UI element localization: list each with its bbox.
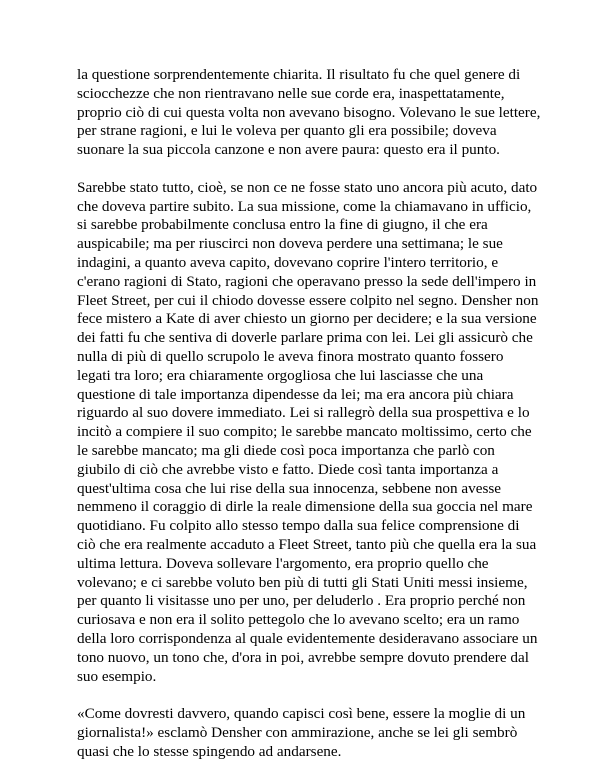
text-line: sciocchezze che non rientravano nelle sue corde era, inaspettatamente, [77,84,505,102]
text-line: per strane ragioni, e lui le voleva per quanto gli era possibile; doveva [77,122,497,140]
text-line: «Come dovresti davvero, quando capisci così bene, essere la moglie di un [77,705,526,723]
text-line: riguardo al suo dovere immediato. Lei si rallegrò della sua prospettiva e lo [77,404,530,422]
text-line: dei fatti fu che sentiva di doverle parlare prima con lei. Lei gli assicurò che [77,329,533,347]
text-line: suo esempio. [77,667,157,685]
text-line: indagini, a quanto aveva capito, dovevano coprire l'intero territorio, e [77,253,499,271]
text-line: che doveva partire subito. La sua missione, come la chiamavano in ufficio, [77,197,532,215]
text-line: nemmeno il coraggio di dirle la reale dimensione della sua goccia nel mare [77,498,533,516]
text-line: Sarebbe stato tutto, cioè, se non ce ne fosse stato uno ancora più acuto, dato [77,178,538,196]
text-line: quest'ultima cosa che lui rise della sua innocenza, sebbene non avesse [77,479,502,497]
document-page [77,66,541,780]
text-line: legati tra loro; era chiaramente orgogliosa che lui lasciasse che una [77,366,484,384]
text-line: fece mistero a Kate di aver chiesto un giorno per decidere; e la sua versione [77,310,537,328]
text-line: giornalista!» esclamò Densher con ammirazione, anche se lei gli sembrò [77,723,518,741]
text-line: auspicabile; ma per riuscirci non doveva perdere una settimana; le sue [77,235,503,253]
text-line: giubilo di ciò che avrebbe visto e fatto. Diede così tanta importanza a [77,460,499,478]
text-line: della loro corrispondenza al quale evidentemente desideravano associare un [77,629,538,647]
text-line: Fleet Street, per cui il chiodo dovesse essere colpito nel segno. Densher non [77,291,539,309]
text-line: questione di tale importanza dipendesse da lei; ma era ancora più chiara [77,385,514,403]
paragraph-1 [77,66,541,160]
text-line: le sarebbe mancato; ma gli diede così poca importanza che parlò con [77,441,495,459]
text-line: suonare la sua piccola canzone e non avere paura: questo era il punto. [77,141,500,159]
paragraph-3 [77,705,532,761]
text-line: nulla di più di quello scrupolo le aveva finora mostrato quanto fossero [77,347,504,365]
paragraph-2 [77,178,539,687]
text-line: volevano; e ci sarebbe voluto ben più di tutti gli Stati Uniti messi insieme, [77,573,528,591]
text-line: ultima lettura. Doveva sollevare l'argomento, era proprio quello che [77,554,489,572]
text-line: per quanto li visitasse uno per uno, per deluderlo . Era proprio perché non [77,592,526,610]
text-line: quotidiano. Fu colpito allo stesso tempo dalla sua felice comprensione di [77,517,520,535]
text-line: la questione sorprendentemente chiarita. Il risultato fu che quel genere di [77,66,521,83]
text-line: si sarebbe probabilmente conclusa entro la fine di giugno, il che era [77,216,488,234]
text-line: incitò a compiere il suo compito; le sarebbe mancato moltissimo, certo che [77,423,532,441]
text-line: quasi che lo stesse spingendo ad andarsene. [77,742,342,760]
text-line: c'erano ragioni di Stato, ragioni che operavano presso la sede dell'impero in [77,272,537,290]
text-line: ciò che era realmente accaduto a Fleet Street, tanto più che quella era la sua [77,535,537,553]
text-line: tono nuovo, un tono che, d'ora in poi, avrebbe sempre dovuto prendere dal [77,648,529,666]
text-line: curiosava e non era il solito pettegolo che lo avevano scelto; era un ramo [77,611,520,629]
text-line: proprio ciò di cui questa volta non avevano bisogno. Volevano le sue lettere, [77,103,541,121]
